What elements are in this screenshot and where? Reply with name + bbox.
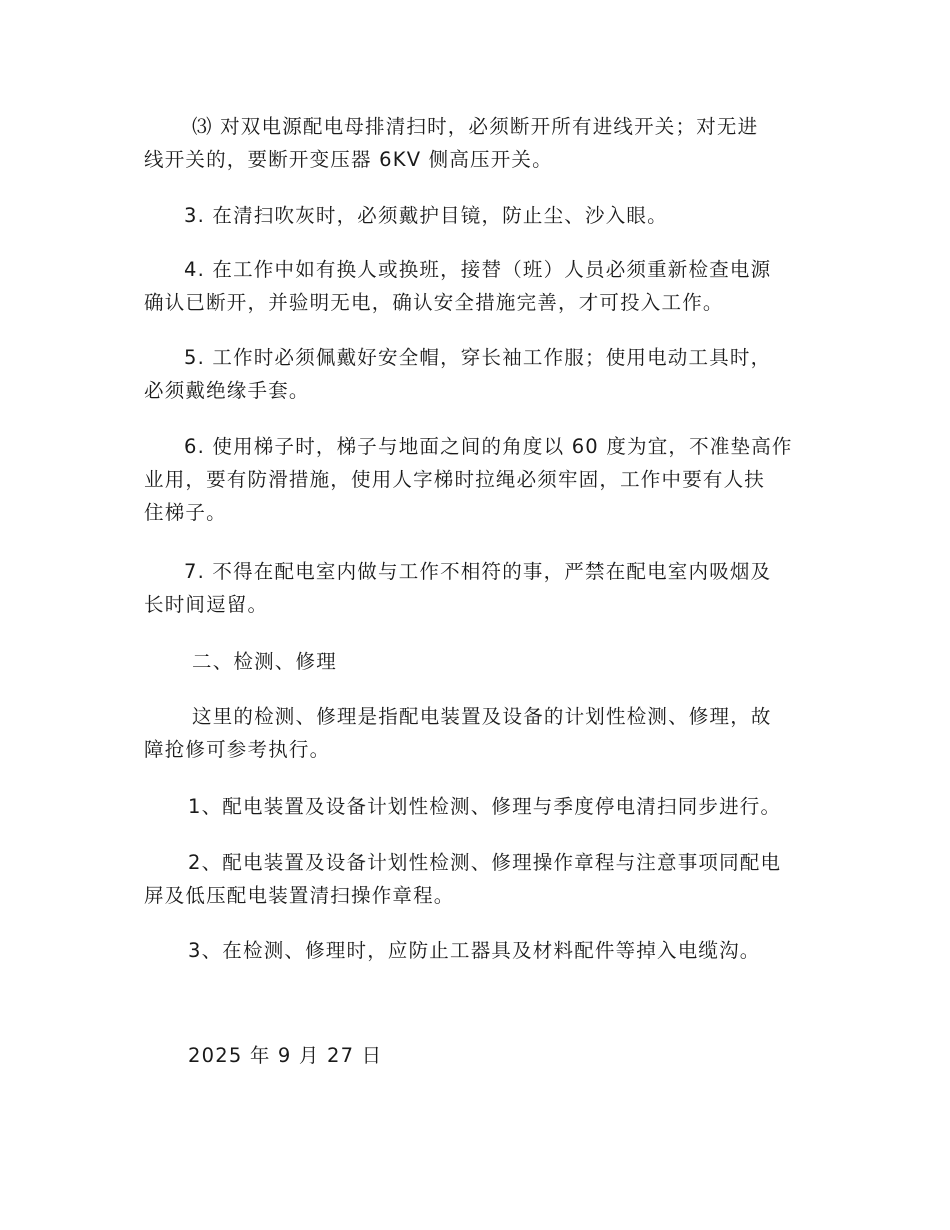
paragraph-item-5 bbox=[144, 341, 824, 407]
paragraph-line: 7. 不得在配电室内做与工作不相符的事，严禁在配电室内吸烟及 bbox=[184, 560, 772, 583]
section-heading-text: 二、检测、修理 bbox=[192, 650, 337, 673]
paragraph-item-6 bbox=[144, 430, 824, 529]
paragraph-line: 业用，要有防滑措施，使用人字梯时拉绳必须牢固，工作中要有人扶 bbox=[144, 468, 766, 491]
paragraph-line: 4. 在工作中如有换人或换班，接替（班）人员必须重新检查电源 bbox=[184, 258, 772, 281]
paragraph-line: 障抢修可参考执行。 bbox=[144, 738, 331, 761]
paragraph-dual-power-busbar bbox=[144, 110, 824, 176]
date-text: 2025 年 9 月 27 日 bbox=[188, 1044, 383, 1067]
paragraph-line: ⑶ 对双电源配电母排清扫时，必须断开所有进线开关；对无进 bbox=[192, 115, 759, 138]
section-heading bbox=[144, 645, 824, 678]
paragraph-line: 3、在检测、修理时，应防止工器具及材料配件等掉入电缆沟。 bbox=[188, 939, 761, 962]
paragraph-line: 长时间逗留。 bbox=[144, 593, 269, 616]
paragraph-item-3 bbox=[144, 199, 824, 232]
document-date bbox=[144, 1039, 824, 1072]
paragraph-line: 2、配电装置及设备计划性检测、修理操作章程与注意事项同配电 bbox=[188, 851, 782, 874]
paragraph-subitem-3 bbox=[144, 934, 824, 967]
paragraph-subitem-2 bbox=[144, 846, 824, 912]
paragraph-line: 确认已断开，并验明无电，确认安全措施完善，才可投入工作。 bbox=[144, 291, 724, 314]
paragraph-item-7 bbox=[144, 555, 824, 621]
paragraph-line: 线开关的，要断开变压器 6KV 侧高压开关。 bbox=[144, 148, 553, 171]
paragraph-subitem-1 bbox=[144, 790, 824, 823]
paragraph-line: 必须戴绝缘手套。 bbox=[144, 379, 310, 402]
paragraph-line: 1、配电装置及设备计划性检测、修理与季度停电清扫同步进行。 bbox=[188, 795, 782, 818]
paragraph-line: 6. 使用梯子时，梯子与地面之间的角度以 60 度为宜，不准垫高作 bbox=[184, 435, 793, 458]
paragraph-line: 这里的检测、修理是指配电装置及设备的计划性检测、修理，故 bbox=[192, 705, 772, 728]
paragraph-line: 住梯子。 bbox=[144, 501, 227, 524]
paragraph-line: 5. 工作时必须佩戴好安全帽，穿长袖工作服；使用电动工具时， bbox=[184, 346, 772, 369]
paragraph-line: 屏及低压配电装置清扫操作章程。 bbox=[144, 884, 455, 907]
paragraph-section-intro bbox=[144, 700, 824, 766]
paragraph-line: 3. 在清扫吹灰时，必须戴护目镜，防止尘、沙入眼。 bbox=[184, 204, 668, 227]
paragraph-item-4 bbox=[144, 253, 824, 319]
